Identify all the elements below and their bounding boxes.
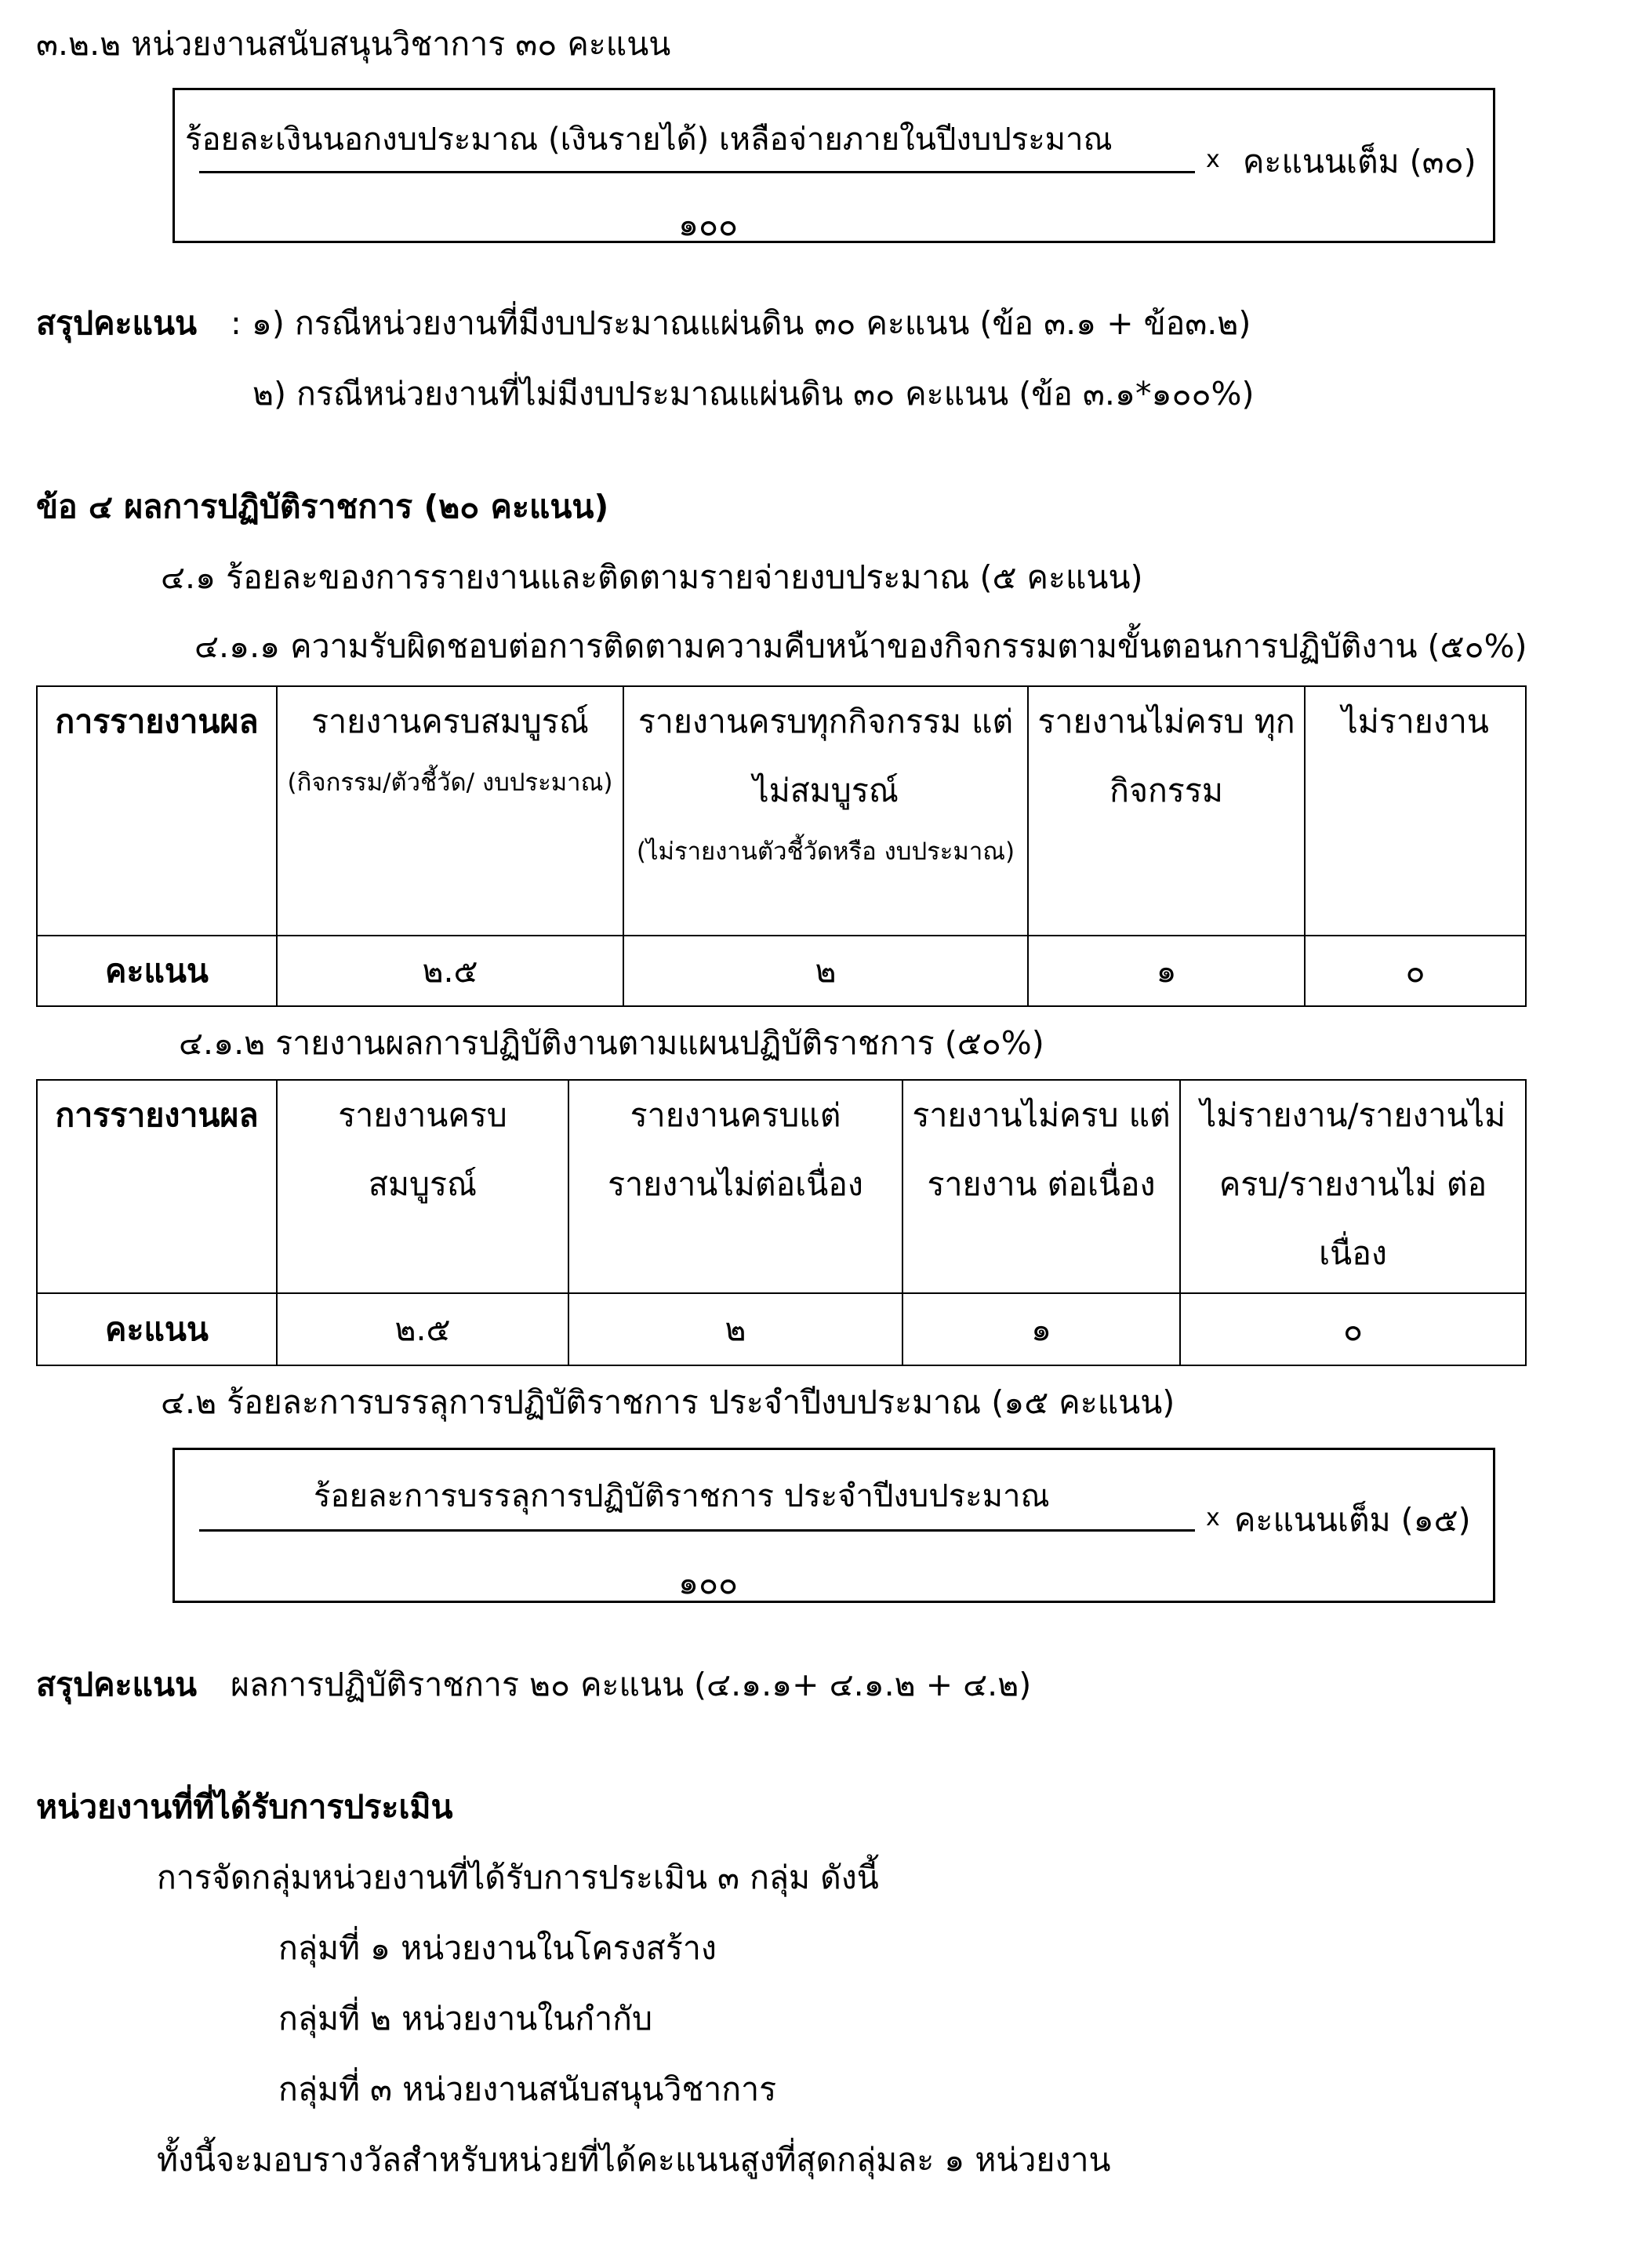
header-note: (กิจกรรม/ตัวชี้วัด/ งบประมาณ) <box>287 769 613 797</box>
score-cell: ๒ <box>623 936 1028 1006</box>
header-text: รายงานครบสมบูรณ์ <box>311 703 589 740</box>
summary-case-2: ๒) กรณีหน่วยงานที่ไม่มีงบประมาณแผ่นดิน ๓๐ คะแนน (ข้อ ๓.๑*๑๐๐%) <box>252 375 1255 413</box>
table-header-no-report: ไม่รายงาน <box>1305 686 1526 936</box>
table-header-reporting: การรายงานผล <box>37 1080 277 1293</box>
header-text: รายงานครบทุกกิจกรรม แต่ไม่สมบูรณ์ <box>637 703 1014 809</box>
table-header-incomplete: รายงานไม่ครบ ทุกกิจกรรม <box>1028 686 1305 936</box>
score-cell: ๐ <box>1305 936 1526 1006</box>
group-item: กลุ่มที่ ๓ หน่วยงานสนับสนุนวิชาการ <box>278 2070 777 2108</box>
score-cell: ๑ <box>1028 936 1305 1006</box>
table-header-complete: รายงานครบ สมบูรณ์ <box>277 1080 568 1293</box>
summary-label: สรุปคะแนน <box>36 1666 197 1703</box>
section-4-1: ๔.๑ ร้อยละของการรายงานและติดตามรายจ่ายงบประมาณ (๕ คะแนน) <box>161 558 1143 596</box>
table-header-all-activities <box>623 686 1028 936</box>
table-header-reporting: การรายงานผล <box>37 686 277 936</box>
score-cell: ๒ <box>568 1293 902 1365</box>
summary-case-1: : ๑) กรณีหน่วยงานที่มีงบประมาณแผ่นดิน ๓๐ คะแนน (ข้อ ๓.๑ + ข้อ๓.๒) <box>231 304 1251 342</box>
times-sign: x <box>1206 1504 1220 1532</box>
summary-performance: ผลการปฏิบัติราชการ ๒๐ คะแนน (๔.๑.๑+ ๔.๑.๒ + ๔.๒) <box>231 1666 1032 1703</box>
section-4-2: ๔.๒ ร้อยละการบรรลุการปฏิบัติราชการ ประจำปีงบประมาณ (๑๕ คะแนน) <box>161 1383 1175 1421</box>
table-header-complete <box>277 686 623 936</box>
formula-denominator: ๑๐๐ <box>678 205 739 243</box>
score-cell: ๒.๕ <box>277 936 623 1006</box>
table-header-incomplete-continuous: รายงานไม่ครบ แต่รายงาน ต่อเนื่อง <box>902 1080 1180 1293</box>
group-item: กลุ่มที่ ๒ หน่วยงานในกำกับ <box>278 2000 653 2037</box>
times-sign: x <box>1206 146 1220 173</box>
table-header-no-report: ไม่รายงาน/รายงานไม่ครบ/รายงานไม่ ต่อเนื่อง <box>1180 1080 1526 1293</box>
score-cell: ๒.๕ <box>277 1293 568 1365</box>
section-4-1-2: ๔.๑.๒ รายงานผลการปฏิบัติงานตามแผนปฏิบัติราชการ (๕๐%) <box>179 1024 1044 1062</box>
score-cell: ๑ <box>902 1293 1180 1365</box>
formula-numerator: ร้อยละเงินนอกงบประมาณ (เงินรายได้) เหลือจ่ายภายในปีงบประมาณ <box>185 122 1113 158</box>
score-cell: ๐ <box>1180 1293 1526 1365</box>
formula-multiplier: คะแนนเต็ม (๑๕) <box>1234 1501 1471 1539</box>
evaluated-units-heading: หน่วยงานที่ที่ได้รับการประเมิน <box>36 1788 453 1826</box>
score-table-4-1-1 <box>36 685 1527 1007</box>
score-table-4-1-2 <box>36 1079 1527 1366</box>
award-note: ทั้งนี้จะมอบรางวัลสำหรับหน่วยที่ได้คะแนนสูงที่สุดกลุ่มละ ๑ หน่วยงาน <box>157 2141 1111 2179</box>
grouping-intro: การจัดกลุ่มหน่วยงานที่ได้รับการประเมิน ๓ กลุ่ม ดังนี้ <box>157 1859 879 1896</box>
table-header-not-continuous: รายงานครบแต่ รายงานไม่ต่อเนื่อง <box>568 1080 902 1293</box>
section-3-2-2-heading: ๓.๒.๒ หน่วยงานสนับสนุนวิชาการ ๓๐ คะแนน <box>36 25 671 63</box>
header-note: (ไม่รายงานตัวชี้วัดหรือ งบประมาณ) <box>636 838 1015 866</box>
fraction-line <box>199 171 1195 173</box>
formula-numerator: ร้อยละการบรรลุการปฏิบัติราชการ ประจำปีงบประมาณ <box>314 1478 1050 1514</box>
score-row-label: คะแนน <box>37 1293 277 1365</box>
group-item: กลุ่มที่ ๑ หน่วยงานในโครงสร้าง <box>278 1929 717 1967</box>
section-4-1-1: ๔.๑.๑ ความรับผิดชอบต่อการติดตามความคืบหน้าของกิจกรรมตามขั้นตอนการปฏิบัติงาน (๕๐%) <box>194 627 1527 665</box>
formula-denominator: ๑๐๐ <box>678 1564 739 1601</box>
fraction-line <box>199 1529 1195 1532</box>
formula-multiplier: คะแนนเต็ม (๓๐) <box>1243 143 1476 180</box>
item-4-heading: ข้อ ๔ ผลการปฏิบัติราชการ (๒๐ คะแนน) <box>36 488 609 525</box>
score-row-label: คะแนน <box>37 936 277 1006</box>
summary-label: สรุปคะแนน <box>36 304 197 342</box>
